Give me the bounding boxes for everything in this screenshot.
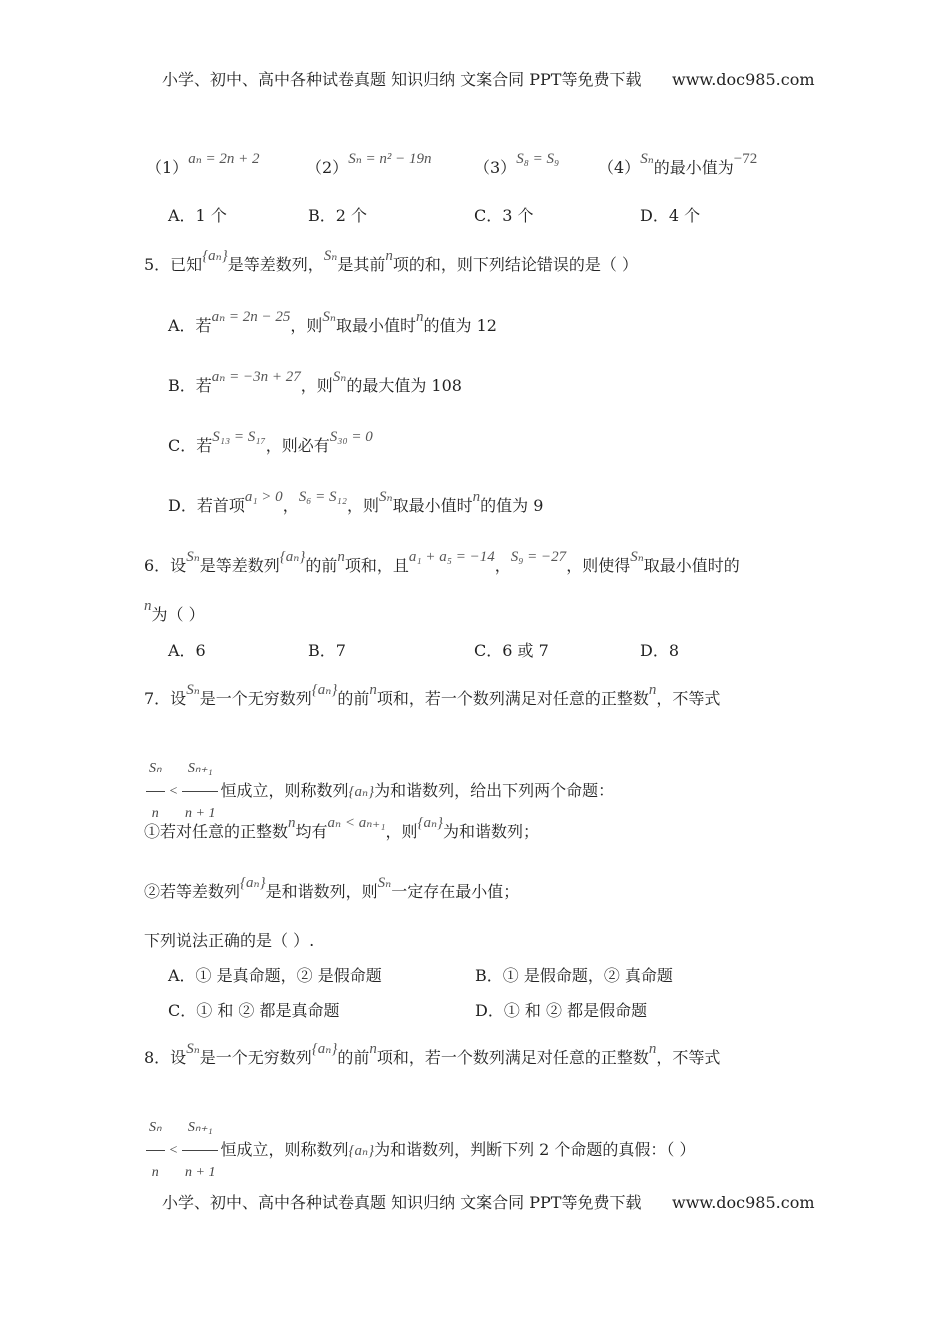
q4-choice-d: D．4 个 (640, 206, 701, 225)
num: Sₙ₊₁ (182, 748, 218, 792)
math: Sₙ (186, 549, 200, 565)
math: {aₙ} (202, 248, 228, 264)
math: n (416, 309, 424, 325)
math: S₈ = S₉ (516, 151, 560, 167)
t: 是一个无穷数列 (199, 1048, 312, 1067)
math: Sₙ (186, 682, 200, 698)
t: 是其前 (337, 255, 386, 274)
less-than: < (168, 1142, 179, 1158)
t: 的最大值为 108 (346, 376, 462, 395)
t: 是和谐数列，则 (265, 882, 378, 901)
text: 的最小值为 (653, 158, 734, 177)
math: n (385, 248, 393, 264)
t: ，不等式 (656, 1048, 721, 1067)
t: ②若等差数列 (144, 882, 241, 901)
t: 取最小值时的 (643, 556, 740, 575)
q4-opt2 (306, 151, 432, 179)
num: Sₙ (146, 748, 165, 792)
header-text: 小学、初中、高中各种试卷真题 知识归纳 文案合同 PPT等免费下载 (162, 70, 642, 89)
q5-option-d (168, 489, 544, 517)
math: n (144, 598, 152, 614)
q5-stem (144, 248, 638, 276)
math: n (648, 1041, 657, 1057)
t: 为和谐数列，判断下列 2 个命题的真假：（ ） (374, 1140, 696, 1159)
t: 是等差数列， (227, 255, 324, 274)
q5-option-c (168, 429, 373, 457)
q6-choice-b: B．7 (308, 641, 346, 660)
footer-url: www.doc985.com (672, 1193, 815, 1212)
t: 的值为 12 (423, 316, 497, 335)
math: aₙ = 2n − 25 (211, 309, 291, 325)
footer-text: 小学、初中、高中各种试卷真题 知识归纳 文案合同 PPT等免费下载 (162, 1193, 642, 1212)
q8-stem-line1 (144, 1041, 721, 1069)
t: ，则使得 (566, 556, 631, 575)
math: aₙ = 2n + 2 (188, 151, 260, 167)
math: Sₙ (323, 248, 338, 264)
t: 是等差数列 (199, 556, 280, 575)
math: Sₙ (377, 875, 392, 891)
den: n + 1 (185, 806, 216, 821)
math: −72 (733, 151, 758, 167)
label: （4） (598, 158, 641, 177)
math: Sₙ = n² − 19n (348, 151, 432, 167)
q7-stem-line1 (144, 682, 721, 710)
q4-opt4 (598, 151, 758, 179)
q4-choice-b: B．2 个 (308, 206, 368, 225)
q4-opt3 (474, 151, 560, 179)
math: {aₙ} (311, 682, 338, 698)
math: n (288, 815, 296, 831)
math: S₁₃ = S₁₇ (212, 429, 266, 445)
label: （1） (146, 158, 189, 177)
t: ，则 (300, 376, 333, 395)
den: n (151, 1165, 159, 1180)
t: ，则 (346, 496, 379, 515)
t: 项的和，则下列结论错误的是（ ） (392, 255, 638, 274)
t: 一定存在最小值； (391, 882, 520, 901)
num: Sₙ (146, 1107, 165, 1151)
math: S₉ = −27 (510, 549, 567, 565)
math: Sₙ (640, 151, 654, 167)
t: 项和，若一个数列满足对任意的正整数 (376, 1048, 649, 1067)
q7-statement-2 (144, 875, 520, 903)
t: A．若 (168, 316, 212, 335)
den: n + 1 (185, 1165, 216, 1180)
t: 为和谐数列，给出下列两个命题： (374, 781, 615, 800)
math: {aₙ} (348, 1143, 375, 1159)
q7-choice-b: B．① 是假命题，② 真命题 (475, 966, 673, 985)
t: 为（ ） (151, 605, 205, 624)
math: {aₙ} (417, 815, 444, 831)
q6-choice-c: C．6 或 7 (474, 641, 549, 660)
t: 取最小值时 (392, 496, 473, 515)
q7-choice-a: A．① 是真命题，② 是假命题 (168, 966, 382, 985)
t: ，不等式 (656, 689, 721, 708)
t: 8．设 (144, 1048, 187, 1067)
den: n (151, 806, 159, 821)
math: a₁ + a₅ = −14 (408, 549, 495, 565)
fraction (146, 1107, 165, 1194)
q4-choice-a: A．1 个 (168, 206, 227, 225)
math: Sₙ (630, 549, 644, 565)
t: ①若对任意的正整数 (144, 822, 289, 841)
math: Sₙ (322, 309, 336, 325)
q7-ask: 下列说法正确的是（ ）. (144, 931, 315, 950)
math: S₆ = S₁₂ (298, 489, 347, 505)
t: 7．设 (144, 689, 187, 708)
fraction (182, 1107, 218, 1194)
q5-option-a (168, 309, 497, 337)
t: B．若 (168, 376, 212, 395)
t: 5．已知 (144, 255, 203, 274)
math: n (337, 549, 345, 565)
math: n (648, 682, 657, 698)
q7-choice-d: D．① 和 ② 都是假命题 (475, 1001, 648, 1020)
math: {aₙ} (311, 1041, 338, 1057)
math: aₙ = −3n + 27 (211, 369, 301, 385)
t: 6．设 (144, 556, 187, 575)
math: {aₙ} (240, 875, 266, 891)
label: （3） (474, 158, 517, 177)
t: D．若首项 (168, 496, 245, 515)
label: （2） (306, 158, 349, 177)
q7-choice-c: C．① 和 ② 都是真命题 (168, 1001, 340, 1020)
q4-opt1 (146, 151, 260, 179)
t: 的前 (337, 1048, 370, 1067)
t: C．若 (168, 436, 213, 455)
math: n (369, 682, 377, 698)
t: 恒成立，则称数列 (220, 781, 349, 800)
q6-choice-a: A．6 (168, 641, 206, 660)
q6-stem-line2 (144, 598, 205, 626)
q5-option-b (168, 369, 462, 397)
q8-stem-line2 (144, 1107, 696, 1194)
math: a₁ > 0 (244, 489, 283, 505)
t: ， (282, 496, 299, 515)
t: ，则 (290, 316, 323, 335)
math: Sₙ (332, 369, 347, 385)
t: 是一个无穷数列 (199, 689, 312, 708)
t: 的前 (337, 689, 370, 708)
t: 项和，若一个数列满足对任意的正整数 (376, 689, 649, 708)
q4-choice-c: C．3 个 (474, 206, 534, 225)
math: Sₙ (186, 1041, 200, 1057)
math: S₃₀ = 0 (329, 429, 373, 445)
math: n (369, 1041, 377, 1057)
t: ，则 (385, 822, 418, 841)
t: 的前 (305, 556, 338, 575)
math: {aₙ} (348, 784, 375, 800)
num: Sₙ₊₁ (182, 1107, 218, 1151)
t: ， (494, 556, 511, 575)
t: 均有 (295, 822, 328, 841)
header-url: www.doc985.com (672, 70, 815, 89)
q7-statement-1 (144, 815, 540, 843)
q6-choice-d: D．8 (640, 641, 680, 660)
math: {aₙ} (279, 549, 306, 565)
less-than: < (168, 783, 179, 799)
math: aₙ < aₙ₊₁ (327, 815, 386, 831)
q6-stem-line1 (144, 549, 740, 577)
math: n (472, 489, 481, 505)
t: ，则必有 (265, 436, 330, 455)
t: 取最小值时 (336, 316, 417, 335)
math: Sₙ (379, 489, 393, 505)
t: 为和谐数列； (443, 822, 540, 841)
t: 的值为 9 (480, 496, 544, 515)
t: 项和，且 (344, 556, 409, 575)
t: 恒成立，则称数列 (220, 1140, 349, 1159)
